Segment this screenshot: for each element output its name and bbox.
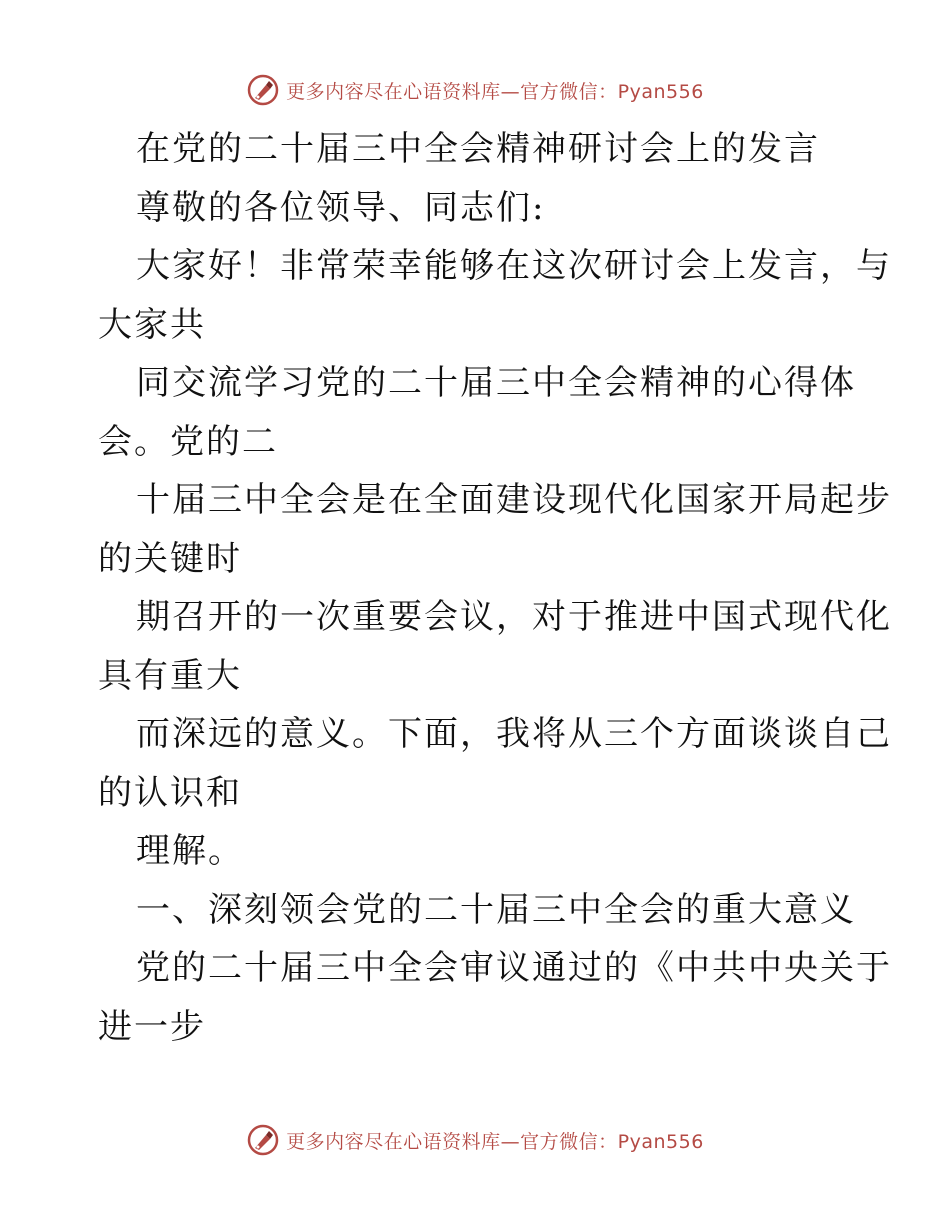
text-line: 尊敬的各位领导、同志们:: [136, 187, 546, 228]
text-line: 党的二十届三中全会审议通过的《中共中央关于: [136, 948, 892, 988]
footer-banner: [0, 1120, 950, 1160]
text-line: 一、深刻领会党的二十届三中全会的重大意义: [136, 889, 856, 930]
text-line: 而深远的意义。下面，我将从三个方面谈谈自己: [136, 714, 892, 754]
pen-logo-icon: [246, 1123, 280, 1157]
text-line: 进一步: [98, 1006, 206, 1047]
text-line: 的关键时: [98, 538, 242, 579]
pen-logo-icon: [246, 73, 280, 107]
text-line: 大家共: [98, 304, 206, 345]
text-line: 大家好！非常荣幸能够在这次研讨会上发言，与: [136, 246, 892, 286]
header-banner: [0, 70, 950, 110]
text-line: 在党的二十届三中全会精神研讨会上的发言: [136, 129, 820, 169]
footer-banner-text: 更多内容尽在心语资料库—官方微信：Pyan556: [286, 1130, 704, 1153]
text-line: 的认识和: [98, 772, 242, 813]
text-line: 同交流学习党的二十届三中全会精神的心得体: [136, 363, 856, 403]
text-line: 理解。: [136, 831, 244, 871]
text-line: 具有重大: [98, 655, 242, 696]
text-line: 十届三中全会是在全面建设现代化国家开局起步: [136, 480, 892, 520]
document-body: [98, 120, 892, 1056]
text-line: 期召开的一次重要会议，对于推进中国式现代化: [136, 597, 892, 637]
header-banner-text: 更多内容尽在心语资料库—官方微信：Pyan556: [286, 80, 704, 103]
text-line: 会。党的二: [98, 421, 278, 462]
